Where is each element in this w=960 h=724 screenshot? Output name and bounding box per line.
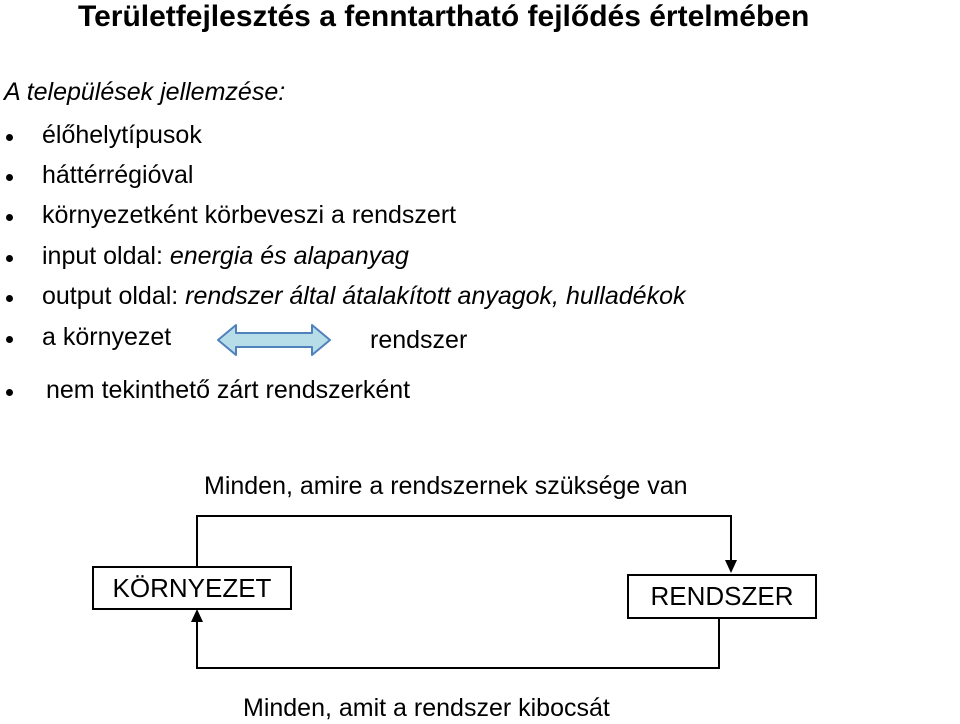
top-connector-line <box>197 516 731 571</box>
bottom-connector-line <box>197 619 719 668</box>
flow-bottom-label: Minden, amit a rendszer kibocsát <box>243 694 610 722</box>
bullet-text-plain: output oldal: <box>42 282 186 310</box>
system-box: RENDSZER <box>627 574 817 619</box>
slide-title: Területfejlesztés a fenntartható fejlődés értelmében <box>78 0 810 33</box>
bullet-text: a környezet <box>42 323 172 351</box>
bullet-text-right: rendszer <box>370 326 468 354</box>
bullet-text: környezetként körbeveszi a rendszert <box>42 201 457 229</box>
bullet-text: háttérrégióval <box>42 161 194 189</box>
environment-box: KÖRNYEZET <box>92 566 292 610</box>
bullet-text-italic: energia és alapanyag <box>169 242 409 270</box>
bullet-text-plain: input oldal: <box>42 242 170 270</box>
down-arrowhead-icon <box>725 560 737 573</box>
bullet-text-italic: rendszer által átalakított anyagok, hulladékok <box>185 282 686 310</box>
intro-heading: A települések jellemzése: <box>4 78 286 106</box>
bullet-text: nem tekinthető zárt rendszerként <box>46 376 411 404</box>
bullet-text: élőhelytípusok <box>42 121 202 149</box>
flow-top-label: Minden, amire a rendszernek szüksége van <box>204 472 688 500</box>
up-arrowhead-icon <box>191 609 203 622</box>
